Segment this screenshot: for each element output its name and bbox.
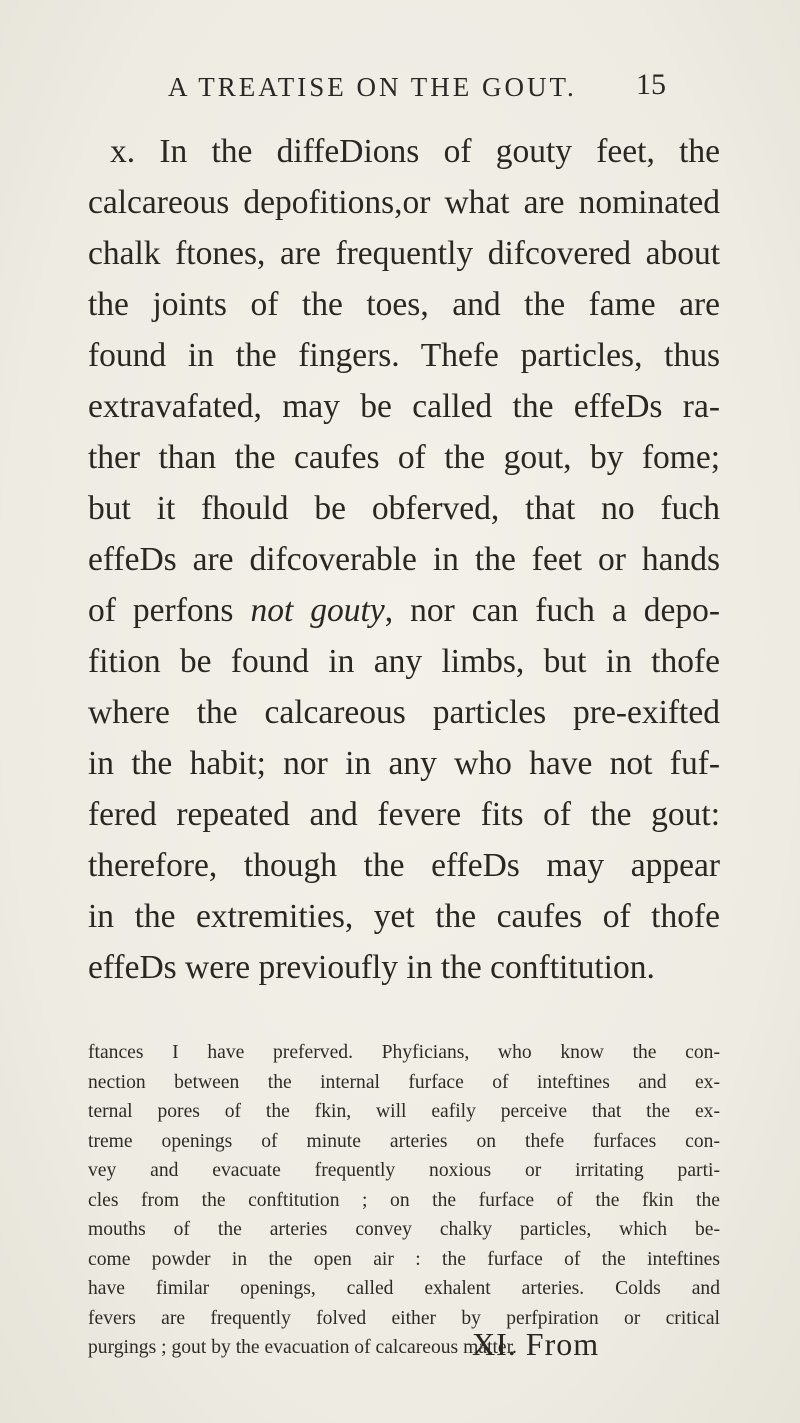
text-line: in the extremities, yet the caufes of thofe: [88, 898, 720, 935]
text-line: found in the fingers. Thefe particles, thus: [88, 337, 720, 374]
footnote-line: cles from the conftitution ; on the furface of the fkin the: [88, 1189, 720, 1211]
footnote-line: ftances I have preferved. Phyficians, who know the con-: [88, 1042, 720, 1063]
footnote-line: have fimilar openings, called exhalent arteries. Colds and: [88, 1278, 720, 1299]
footnote-line: purgings ; gout by the evacuation of calcareous matter.: [88, 1337, 517, 1358]
text-line-with-italic: [88, 585, 720, 636]
text-segment: of perfons: [88, 592, 251, 629]
main-text: [88, 126, 720, 993]
text-line: where the calcareous particles pre-exifted: [88, 694, 720, 731]
text-line: therefore, though the effeDs may appear: [88, 847, 720, 884]
text-line: fered repeated and fevere fits of the gout:: [88, 796, 720, 833]
footnote-line: nection between the internal furface of inteftines and ex-: [88, 1071, 720, 1093]
footnote-line: vey and evacuate frequently noxious or irritating parti-: [88, 1160, 720, 1181]
text-line: in the habit; nor in any who have not fuf-: [88, 745, 720, 782]
text-line: x. In the diffeDions of gouty feet, the: [110, 133, 720, 170]
text-line: the joints of the toes, and the fame are: [88, 286, 720, 323]
footnote-line: mouths of the arteries convey chalky particles, which be-: [88, 1219, 720, 1240]
footnote: [88, 1038, 720, 1363]
footnote-line: come powder in the open air : the furface of the inteftines: [88, 1248, 720, 1270]
italic-phrase: not gouty: [250, 592, 385, 629]
text-line: but it fhould be obferved, that no fuch: [88, 490, 720, 527]
footnote-line: fevers are frequently folved either by perfpiration or critical: [88, 1307, 720, 1329]
text-line: fition be found in any limbs, but in thofe: [88, 643, 720, 680]
text-line: extravafated, may be called the effeDs ra-: [88, 388, 720, 425]
page-number: 15: [636, 68, 666, 101]
text-line: ther than the caufes of the gout, by fome;: [88, 439, 720, 476]
text-line: calcareous depofitions,or what are nominated: [88, 184, 720, 221]
catchword: XI. From: [472, 1326, 600, 1362]
text-segment: , nor can fuch a depo-: [384, 592, 721, 629]
text-line: chalk ftones, are frequently difcovered about: [88, 235, 720, 272]
running-head: A TREATISE ON THE GOUT.: [168, 72, 577, 102]
text-line: effeDs were previoufly in the conftitution.: [88, 949, 655, 986]
text-line: effeDs are difcoverable in the feet or hands: [88, 541, 720, 578]
footnote-line: ternal pores of the fkin, will eafily perceive that the ex-: [88, 1101, 720, 1122]
footnote-line: treme openings of minute arteries on thefe furfaces con-: [88, 1130, 720, 1152]
